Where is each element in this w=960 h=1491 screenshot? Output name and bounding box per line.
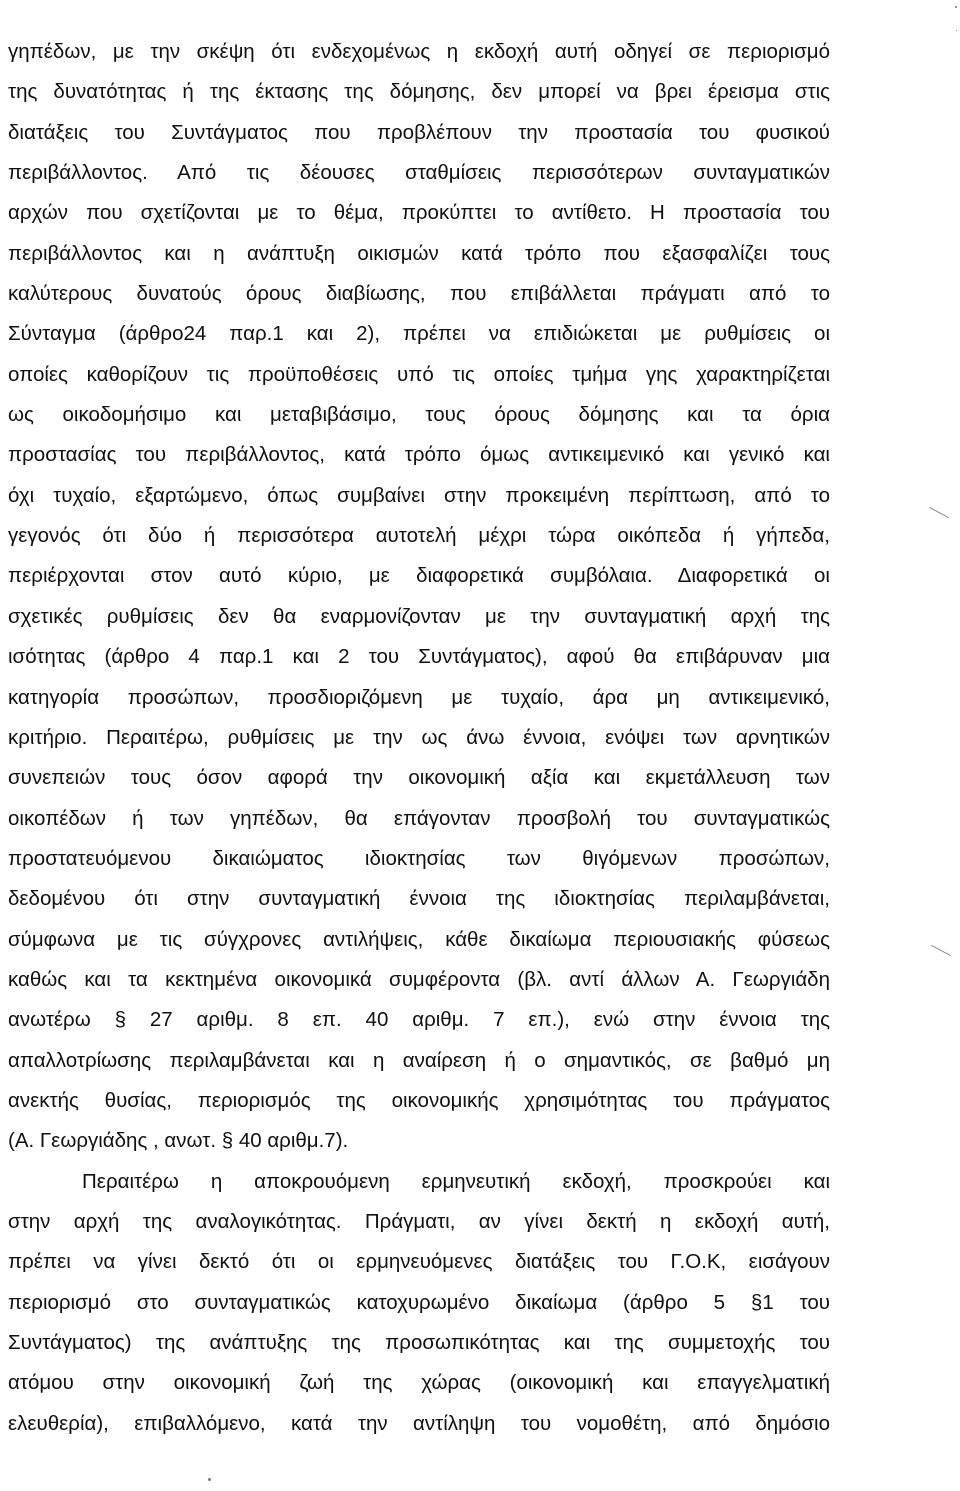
text-line: σχετικές ρυθμίσεις δεν θα εναρμονίζονταν με την συνταγματική αρχή της: [8, 604, 830, 628]
text-line: οικοπέδων ή των γηπέδων, θα επάγονταν προσβολή του συνταγματικώς: [8, 806, 830, 830]
text-line: απαλλοτρίωσης περιλαμβάνεται και η αναίρεση ή ο σημαντικός, σε βαθμό μη: [8, 1048, 830, 1072]
text-line: σύμφωνα με τις σύγχρονες αντιλήψεις, κάθε δικαίωμα περιουσιακής φύσεως: [8, 927, 830, 951]
text-line: οποίες καθορίζουν τις προϋποθέσεις υπό τις οποίες τμήμα γης χαρακτηρίζεται: [8, 362, 830, 386]
text-line: πρέπει να γίνει δεκτό ότι οι ερμηνευόμενες διατάξεις του Γ.Ο.Κ, εισάγουν: [8, 1250, 830, 1274]
scan-artifact-dot: [208, 1478, 211, 1481]
text-line: ανεκτής θυσίας, περιορισμός της οικονομικής χρησιμότητας του πράγματος: [8, 1088, 830, 1112]
text-line: καθώς και τα κεκτημένα οικονομικά συμφέροντα (βλ. αντί άλλων Α. Γεωργιάδη: [8, 967, 830, 991]
text-line: ατόμου στην οικονομική ζωή της χώρας (οικονομική και επαγγελματική: [8, 1371, 830, 1395]
scan-artifact-dot: [956, 30, 957, 31]
text-line: ελευθερία), επιβαλλόμενο, κατά την αντίληψη του νομοθέτη, από δημόσιο: [8, 1411, 830, 1435]
text-line: γεγονός ότι δύο ή περισσότερα αυτοτελή μέχρι τώρα οικόπεδα ή γήπεδα,: [8, 524, 830, 548]
text-line: συνεπειών τους όσον αφορά την οικονομική αξία και εκμετάλλευση των: [8, 766, 830, 790]
text-line: ως οικοδομήσιμο και μεταβιβάσιμο, τους όρους δόμησης και τα όρια: [8, 403, 830, 427]
text-line: περιβάλλοντος και η ανάπτυξη οικισμών κατά τρόπο που εξασφαλίζει τους: [8, 241, 830, 265]
paragraph-end-line: (Α. Γεωργιάδης , ανωτ. § 40 αριθμ.7).: [8, 1129, 349, 1153]
scan-artifact-mark: [929, 507, 949, 518]
text-line: ισότητας (άρθρο 4 παρ.1 και 2 του Συντάγματος), αφού θα επιβάρυναν μια: [8, 645, 830, 669]
text-line: δεδομένου ότι στην συνταγματική έννοια της ιδιοκτησίας περιλαμβάνεται,: [8, 887, 830, 911]
text-line: Συντάγματος) της ανάπτυξης της προσωπικότητας και της συμμετοχής του: [8, 1331, 830, 1354]
text-line: όχι τυχαίο, εξαρτώμενο, όπως συμβαίνει στην προκειμένη περίπτωση, από το: [8, 483, 830, 507]
text-line: περιέρχονται στον αυτό κύριο, με διαφορετικά συμβόλαια. Διαφορετικά οι: [8, 564, 830, 588]
text-line: αρχών που σχετίζονται με το θέμα, προκύπτει το αντίθετο. Η προστασία του: [8, 201, 830, 225]
paragraph-start-line: Περαιτέρω η αποκρουόμενη ερμηνευτική εκδοχή, προσκρούει και: [82, 1169, 830, 1193]
text-line: περιορισμό στο συνταγματικώς κατοχυρωμένο δικαίωμα (άρθρο 5 §1 του: [8, 1290, 830, 1314]
text-line: κριτήριο. Περαιτέρω, ρυθμίσεις με την ως άνω έννοια, ενόψει των αρνητικών: [8, 725, 830, 749]
text-line: προστατευόμενου δικαιώματος ιδιοκτησίας των θιγόμενων προσώπων,: [8, 846, 830, 870]
body-text: [8, 32, 830, 1444]
text-line: διατάξεις του Συντάγματος που προβλέπουν την προστασία του φυσικού: [8, 120, 830, 144]
scan-artifact-mark: [931, 945, 951, 956]
scan-artifact-dot: [955, 6, 957, 8]
text-line: στην αρχή της αναλογικότητας. Πράγματι, αν γίνει δεκτή η εκδοχή αυτή,: [8, 1209, 830, 1233]
text-line: προστασίας του περιβάλλοντος, κατά τρόπο όμως αντικειμενικό και γενικό και: [8, 443, 830, 467]
text-line: ανωτέρω § 27 αριθμ. 8 επ. 40 αριθμ. 7 επ.), ενώ στην έννοια της: [8, 1008, 830, 1032]
text-line: γηπέδων, με την σκέψη ότι ενδεχομένως η εκδοχή αυτή οδηγεί σε περιορισμό: [8, 40, 830, 63]
text-line: Σύνταγμα (άρθρο24 παρ.1 και 2), πρέπει να επιδιώκεται με ρυθμίσεις οι: [8, 322, 830, 346]
text-line: της δυνατότητας ή της έκτασης της δόμησης, δεν μπορεί να βρει έρεισμα στις: [8, 80, 830, 104]
text-line: κατηγορία προσώπων, προσδιοριζόμενη με τυχαίο, άρα μη αντικειμενικό,: [8, 685, 830, 709]
text-line: περιβάλλοντος. Από τις δέουσες σταθμίσεις περισσότερων συνταγματικών: [8, 161, 830, 185]
text-line: καλύτερους δυνατούς όρους διαβίωσης, που επιβάλλεται πράγματι από το: [8, 282, 830, 306]
